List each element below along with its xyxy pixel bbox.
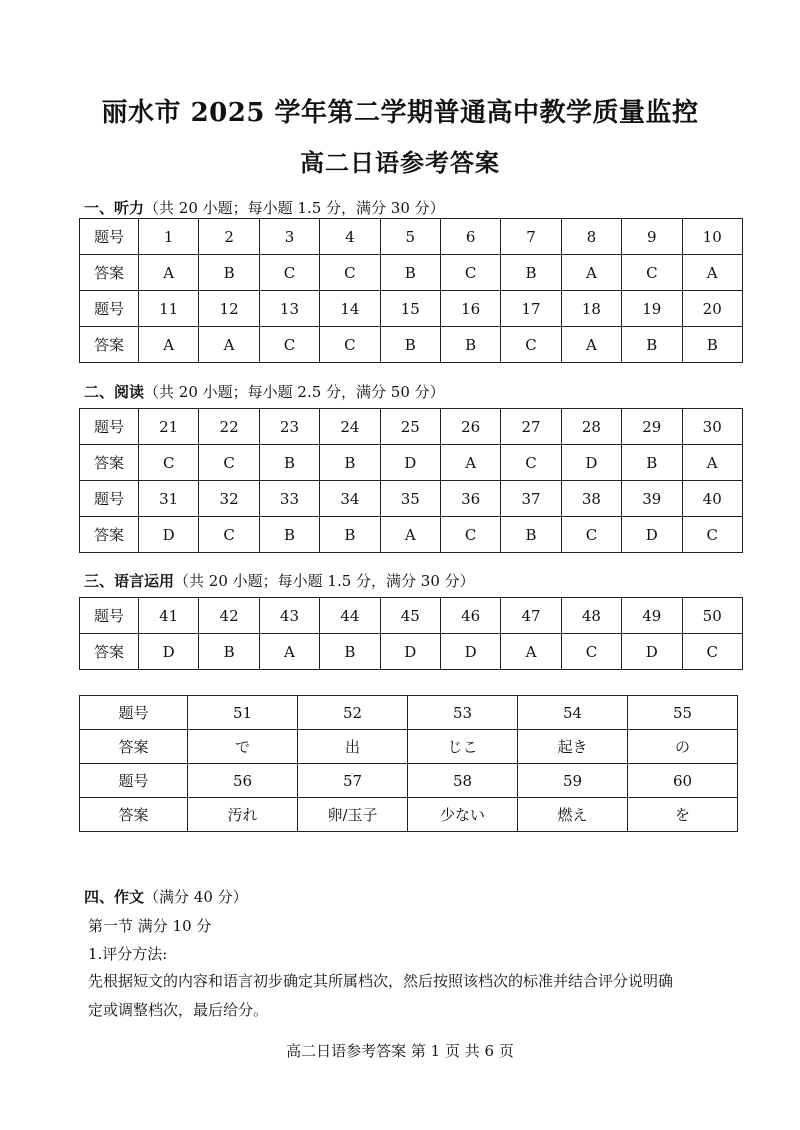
question-number-cell: 37 <box>501 481 561 517</box>
question-number-cell: 47 <box>501 598 561 634</box>
answer-cell: A <box>440 445 500 481</box>
answer-cell: B <box>622 445 682 481</box>
question-number-cell: 3 <box>259 219 319 255</box>
question-number-cell: 55 <box>628 696 738 730</box>
answer-cell: B <box>320 634 380 670</box>
answer-cell: B <box>501 255 561 291</box>
question-number-cell: 9 <box>622 219 682 255</box>
answer-cell: B <box>380 255 440 291</box>
answer-cell: 卵/玉子 <box>298 798 408 832</box>
answer-cell: D <box>622 634 682 670</box>
answer-cell: C <box>561 517 621 553</box>
answer-cell: D <box>380 445 440 481</box>
section-note: （共 20 小题；每小题 1.5 分，满分 30 分） <box>144 199 445 217</box>
row-label-cell: 答案 <box>80 255 139 291</box>
page-title: 丽水市 2025 学年第二学期普通高中教学质量监控 <box>101 98 699 128</box>
table-row <box>80 634 743 670</box>
question-number-cell: 53 <box>408 696 518 730</box>
table-row <box>80 409 743 445</box>
answer-cell: C <box>320 327 380 363</box>
question-number-cell: 23 <box>259 409 319 445</box>
table-row <box>80 255 743 291</box>
answer-cell: B <box>199 634 259 670</box>
answer-cell: B <box>682 327 742 363</box>
row-label-cell: 题号 <box>80 409 139 445</box>
scoring-method-label: 1.评分方法: <box>88 945 168 963</box>
answer-cell: の <box>628 730 738 764</box>
question-number-cell: 52 <box>298 696 408 730</box>
answer-cell: D <box>380 634 440 670</box>
answer-cell: B <box>501 517 561 553</box>
answer-cell: A <box>259 634 319 670</box>
section-title: 一、听力 <box>84 199 145 217</box>
section-listening-heading <box>84 197 445 218</box>
page-subtitle: 高二日语参考答案 <box>300 148 500 177</box>
question-number-cell: 21 <box>139 409 199 445</box>
section-note: （满分 40 分） <box>144 888 248 906</box>
answer-cell: C <box>259 327 319 363</box>
answer-cell: C <box>139 445 199 481</box>
question-number-cell: 60 <box>628 764 738 798</box>
answer-cell: A <box>139 255 199 291</box>
answer-cell: A <box>682 255 742 291</box>
question-number-cell: 2 <box>199 219 259 255</box>
section-title: 三、语言运用 <box>84 572 175 590</box>
row-label-cell: 题号 <box>80 291 139 327</box>
answer-cell: 汚れ <box>188 798 298 832</box>
table-row <box>80 481 743 517</box>
answer-cell: A <box>501 634 561 670</box>
answer-cell: A <box>561 255 621 291</box>
question-number-cell: 15 <box>380 291 440 327</box>
table-row <box>80 291 743 327</box>
question-number-cell: 43 <box>259 598 319 634</box>
answer-cell: B <box>199 255 259 291</box>
question-number-cell: 41 <box>139 598 199 634</box>
answer-cell: 燃え <box>518 798 628 832</box>
question-number-cell: 29 <box>622 409 682 445</box>
scoring-method-paragraph <box>88 967 728 1025</box>
answer-cell: C <box>199 517 259 553</box>
question-number-cell: 31 <box>139 481 199 517</box>
table-row <box>80 219 743 255</box>
answer-cell: 少ない <box>408 798 518 832</box>
answer-cell: C <box>259 255 319 291</box>
question-number-cell: 30 <box>682 409 742 445</box>
question-number-cell: 40 <box>682 481 742 517</box>
answer-cell: C <box>561 634 621 670</box>
question-number-cell: 17 <box>501 291 561 327</box>
row-label-cell: 答案 <box>80 634 139 670</box>
question-number-cell: 20 <box>682 291 742 327</box>
section-title: 二、阅读 <box>84 383 145 401</box>
question-number-cell: 14 <box>320 291 380 327</box>
answer-cell: C <box>440 517 500 553</box>
question-number-cell: 19 <box>622 291 682 327</box>
row-label-cell: 答案 <box>80 327 139 363</box>
question-number-cell: 54 <box>518 696 628 730</box>
paragraph-line: 定或调整档次，最后给分。 <box>88 1001 269 1019</box>
answer-cell: A <box>561 327 621 363</box>
answer-cell: A <box>199 327 259 363</box>
question-number-cell: 36 <box>440 481 500 517</box>
answer-cell: B <box>380 327 440 363</box>
listening-answer-table <box>79 218 743 363</box>
language-use-answer-table <box>79 597 743 670</box>
question-number-cell: 5 <box>380 219 440 255</box>
question-number-cell: 27 <box>501 409 561 445</box>
answer-cell: C <box>199 445 259 481</box>
answer-cell: C <box>682 634 742 670</box>
answer-cell: D <box>139 517 199 553</box>
question-number-cell: 8 <box>561 219 621 255</box>
answer-cell: C <box>622 255 682 291</box>
answer-cell: C <box>440 255 500 291</box>
fill-in-answer-table <box>79 695 738 832</box>
table-row <box>80 764 738 798</box>
question-number-cell: 38 <box>561 481 621 517</box>
question-number-cell: 46 <box>440 598 500 634</box>
answer-cell: D <box>139 634 199 670</box>
question-number-cell: 56 <box>188 764 298 798</box>
answer-cell: 起き <box>518 730 628 764</box>
question-number-cell: 51 <box>188 696 298 730</box>
question-number-cell: 25 <box>380 409 440 445</box>
question-number-cell: 45 <box>380 598 440 634</box>
answer-cell: D <box>561 445 621 481</box>
question-number-cell: 58 <box>408 764 518 798</box>
answer-cell: A <box>682 445 742 481</box>
question-number-cell: 39 <box>622 481 682 517</box>
question-number-cell: 11 <box>139 291 199 327</box>
question-number-cell: 13 <box>259 291 319 327</box>
row-label-cell: 题号 <box>80 598 139 634</box>
section-writing-heading <box>84 886 248 907</box>
question-number-cell: 33 <box>259 481 319 517</box>
page-footer: 高二日语参考答案 第 1 页 共 6 页 <box>286 1042 514 1060</box>
question-number-cell: 7 <box>501 219 561 255</box>
row-label-cell: 题号 <box>80 219 139 255</box>
question-number-cell: 10 <box>682 219 742 255</box>
paragraph-line: 先根据短文的内容和语言初步确定其所属档次，然后按照该档次的标准并结合评分说明确 <box>88 972 674 990</box>
question-number-cell: 16 <box>440 291 500 327</box>
question-number-cell: 59 <box>518 764 628 798</box>
table-row <box>80 598 743 634</box>
answer-cell: A <box>380 517 440 553</box>
question-number-cell: 22 <box>199 409 259 445</box>
table-row <box>80 445 743 481</box>
writing-part-label: 第一节 满分 10 分 <box>88 917 212 935</box>
answer-cell: で <box>188 730 298 764</box>
row-label-cell: 答案 <box>80 445 139 481</box>
question-number-cell: 26 <box>440 409 500 445</box>
question-number-cell: 32 <box>199 481 259 517</box>
table-row <box>80 327 743 363</box>
answer-cell: D <box>440 634 500 670</box>
answer-cell: C <box>501 445 561 481</box>
section-note: （共 20 小题；每小题 2.5 分，满分 50 分） <box>144 383 445 401</box>
table-row <box>80 730 738 764</box>
answer-cell: C <box>682 517 742 553</box>
answer-cell: を <box>628 798 738 832</box>
table-row <box>80 798 738 832</box>
answer-cell: B <box>622 327 682 363</box>
question-number-cell: 48 <box>561 598 621 634</box>
answer-cell: 出 <box>298 730 408 764</box>
row-label-cell: 题号 <box>80 696 188 730</box>
question-number-cell: 42 <box>199 598 259 634</box>
reading-answer-table <box>79 408 743 553</box>
answer-cell: B <box>259 445 319 481</box>
answer-cell: A <box>139 327 199 363</box>
answer-cell: C <box>320 255 380 291</box>
question-number-cell: 44 <box>320 598 380 634</box>
question-number-cell: 35 <box>380 481 440 517</box>
question-number-cell: 28 <box>561 409 621 445</box>
question-number-cell: 34 <box>320 481 380 517</box>
row-label-cell: 答案 <box>80 730 188 764</box>
question-number-cell: 1 <box>139 219 199 255</box>
question-number-cell: 18 <box>561 291 621 327</box>
section-language-use-heading <box>84 570 475 591</box>
answer-cell: D <box>622 517 682 553</box>
row-label-cell: 题号 <box>80 481 139 517</box>
row-label-cell: 答案 <box>80 798 188 832</box>
section-reading-heading <box>84 381 445 402</box>
row-label-cell: 题号 <box>80 764 188 798</box>
answer-cell: B <box>259 517 319 553</box>
answer-cell: C <box>501 327 561 363</box>
question-number-cell: 49 <box>622 598 682 634</box>
table-row <box>80 517 743 553</box>
answer-cell: B <box>320 517 380 553</box>
question-number-cell: 24 <box>320 409 380 445</box>
question-number-cell: 12 <box>199 291 259 327</box>
question-number-cell: 6 <box>440 219 500 255</box>
question-number-cell: 50 <box>682 598 742 634</box>
question-number-cell: 57 <box>298 764 408 798</box>
row-label-cell: 答案 <box>80 517 139 553</box>
section-note: （共 20 小题；每小题 1.5 分，满分 30 分） <box>174 572 475 590</box>
answer-cell: B <box>440 327 500 363</box>
section-title: 四、作文 <box>84 888 145 906</box>
question-number-cell: 4 <box>320 219 380 255</box>
answer-cell: じこ <box>408 730 518 764</box>
table-row <box>80 696 738 730</box>
answer-cell: B <box>320 445 380 481</box>
